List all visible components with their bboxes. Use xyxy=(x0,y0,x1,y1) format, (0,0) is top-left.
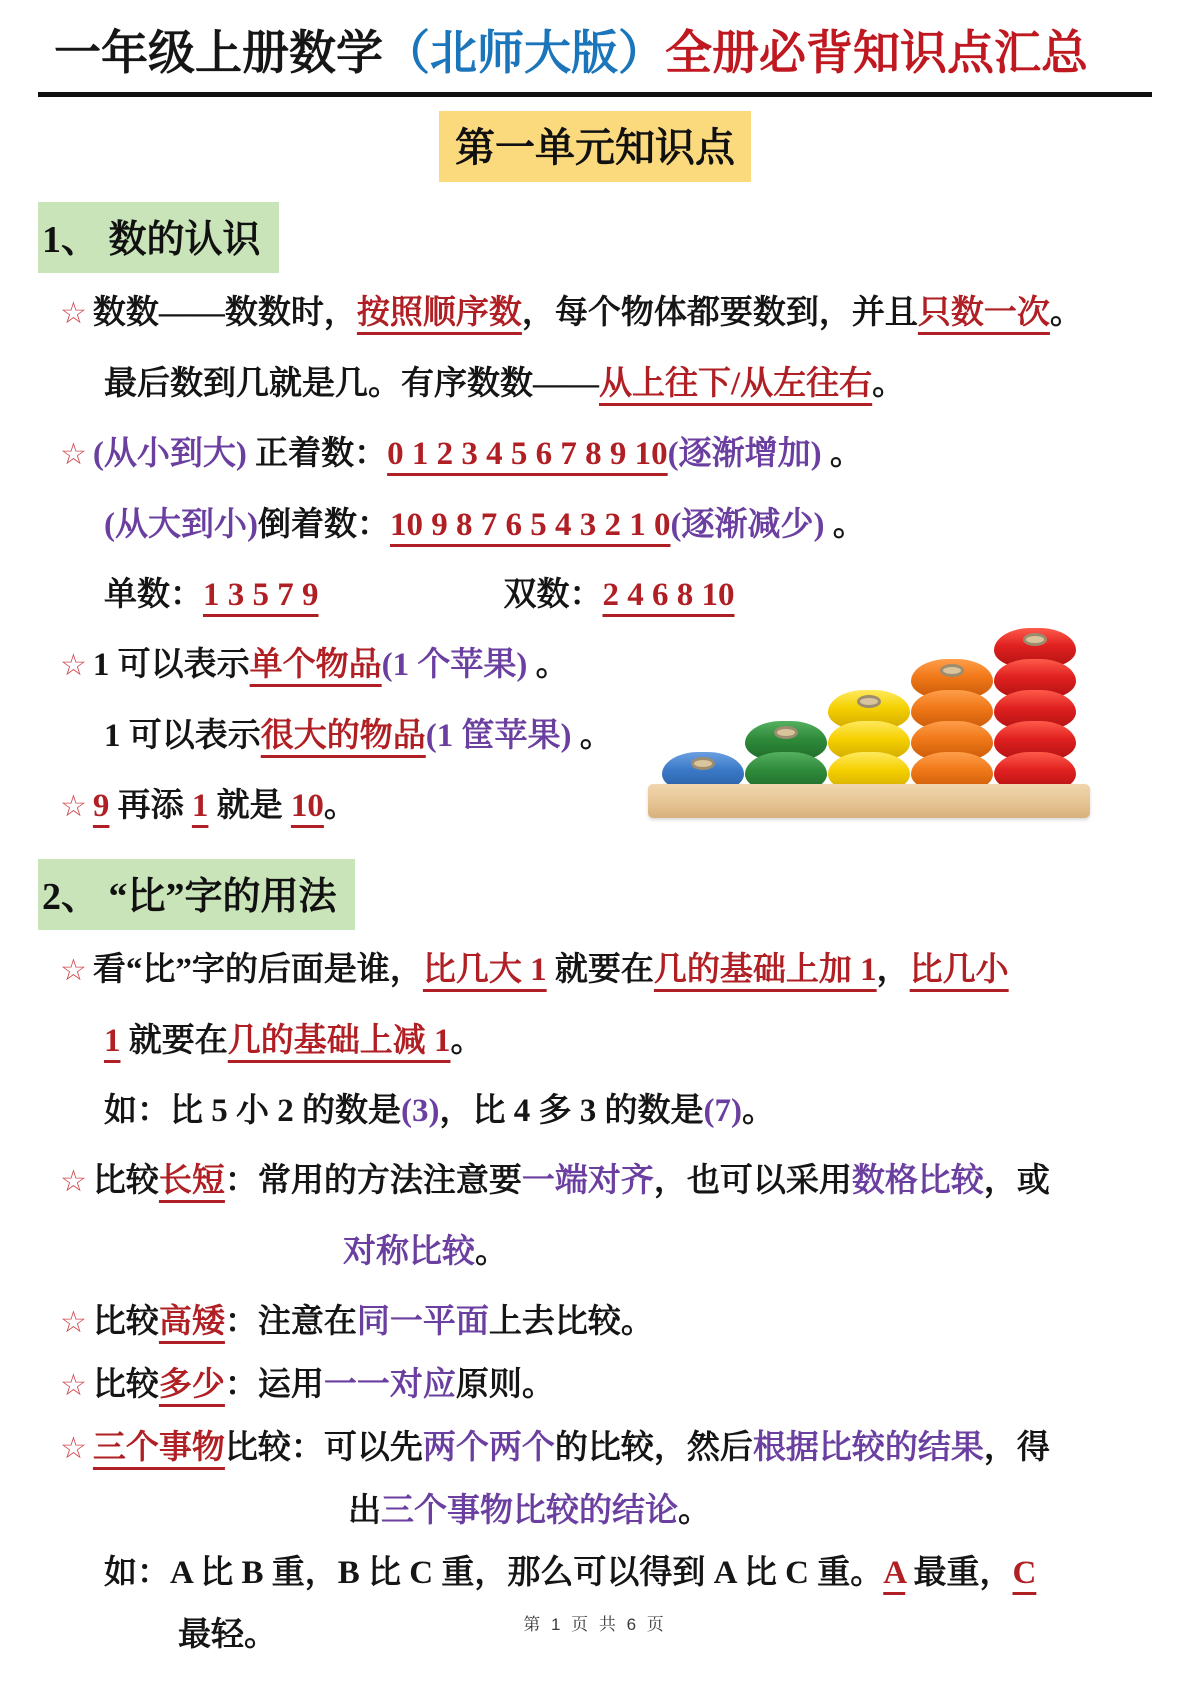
text-segment: 两个两个 xyxy=(422,1430,555,1467)
text-segment: 原则。 xyxy=(455,1367,555,1404)
text-segment: 根据比较的结果 xyxy=(752,1430,984,1467)
text-segment: 。 xyxy=(824,507,866,544)
text-segment: 长短 xyxy=(158,1163,225,1200)
text-segment: 比较 xyxy=(92,1304,159,1341)
content-line xyxy=(38,714,1152,758)
text-segment: 很大的物品 xyxy=(260,718,426,755)
text-segment: ：运用 xyxy=(224,1367,324,1404)
text-segment: 就要在 xyxy=(120,1023,228,1060)
text-segment: 最重， xyxy=(905,1555,1013,1592)
content-line xyxy=(38,503,1152,547)
text-segment: 最轻。 xyxy=(178,1617,277,1654)
text-segment: ，或 xyxy=(983,1163,1050,1200)
text-segment: 高矮 xyxy=(158,1304,225,1341)
content-line xyxy=(38,784,1152,829)
text-segment: 。 xyxy=(450,1023,484,1060)
text-segment: (1 筐苹果) xyxy=(425,718,572,755)
text-segment: (逐渐减少) xyxy=(670,507,825,544)
content-line xyxy=(38,1089,1152,1133)
text-segment: 数格比较 xyxy=(851,1163,984,1200)
star-icon: ☆ xyxy=(60,1431,87,1467)
content-line xyxy=(38,1489,1152,1533)
text-segment: 如：A 比 B 重，B 比 C 重，那么可以得到 A 比 C 重。 xyxy=(104,1555,884,1592)
text-segment: C xyxy=(1012,1555,1037,1592)
text-segment: 就是 xyxy=(208,788,291,825)
text-segment: 单数： xyxy=(104,577,203,614)
text-segment: 2 4 6 8 10 xyxy=(602,577,735,614)
text-segment: 。 xyxy=(821,436,863,473)
text-segment: 只数一次 xyxy=(917,295,1050,332)
text-segment: 1 3 5 7 9 xyxy=(203,577,319,614)
content-line xyxy=(38,1613,1152,1657)
text-segment: (逐渐增加) xyxy=(667,436,822,473)
text-segment: 。 xyxy=(475,1234,508,1271)
text-segment: 比几小 xyxy=(909,952,1009,989)
text-segment: (从大到小) xyxy=(104,507,258,544)
text-segment: 如：比 5 小 2 的数是 xyxy=(104,1093,401,1130)
star-icon: ☆ xyxy=(60,789,87,825)
content-line xyxy=(38,1230,1152,1274)
text-segment: 1 xyxy=(191,788,209,825)
text-segment: 1 xyxy=(104,1023,121,1060)
star-icon: ☆ xyxy=(60,296,87,332)
text-segment: 一一对应 xyxy=(323,1367,456,1404)
content-line xyxy=(38,1551,1152,1595)
text-segment: 。 xyxy=(1049,295,1083,332)
text-segment: 同一平面 xyxy=(356,1304,489,1341)
text-segment: 比较 xyxy=(92,1163,159,1200)
content-line xyxy=(38,1426,1152,1471)
text-segment: 再添 xyxy=(109,788,192,825)
text-segment: ，每个物体都要数到，并且 xyxy=(521,295,918,332)
content-line xyxy=(38,1159,1152,1204)
text-segment: 按照顺序数 xyxy=(356,295,522,332)
text-segment: 0 1 2 3 4 5 6 7 8 9 10 xyxy=(387,436,668,473)
text-segment: 。 xyxy=(678,1493,711,1530)
text-segment: 正着数： xyxy=(246,436,388,473)
text-segment: (1 个苹果) xyxy=(381,647,528,684)
text-segment: 的比较，然后 xyxy=(554,1430,753,1467)
text-segment: 双数： xyxy=(503,577,603,614)
text-segment: 三个事物 xyxy=(92,1430,225,1467)
text-segment: 出 xyxy=(348,1493,381,1530)
page-title xyxy=(38,26,1152,82)
content-line xyxy=(38,1363,1152,1408)
star-icon: ☆ xyxy=(60,1305,87,1341)
star-icon: ☆ xyxy=(60,1368,87,1404)
text-segment: 单个物品 xyxy=(249,647,382,684)
text-segment: ，比 4 多 3 的数是 xyxy=(439,1093,704,1130)
unit-title-wrap xyxy=(38,111,1152,182)
text-segment: ：注意在 xyxy=(224,1304,357,1341)
document-content xyxy=(38,198,1152,1657)
text-segment: 对称比较 xyxy=(343,1234,475,1271)
text-segment: ：常用的方法注意要 xyxy=(224,1163,522,1200)
content-line xyxy=(38,573,1152,617)
text-segment: 比较：可以先 xyxy=(224,1430,423,1467)
content-line xyxy=(38,362,1152,406)
text-segment: 。 xyxy=(323,788,357,825)
text-segment: 三个事物比较的结论 xyxy=(381,1493,678,1530)
text-segment: 数数——数数时， xyxy=(92,295,357,332)
text-segment: 最后数到几就是几。有序数数—— xyxy=(104,366,599,403)
text-segment: 比几大 1 xyxy=(422,952,547,989)
text-segment: A xyxy=(883,1555,906,1592)
section-heading: 2、 “比”字的用法 xyxy=(38,859,355,930)
title-part-red: 全册必背知识点汇总 xyxy=(665,28,1088,80)
text-segment: ，得 xyxy=(983,1430,1050,1467)
text-segment: 从上往下/从左往右 xyxy=(599,366,873,403)
text-segment: 9 xyxy=(92,788,110,825)
title-part-blue: （北师大版） xyxy=(383,28,665,80)
star-icon: ☆ xyxy=(60,1164,87,1200)
text-segment: ， xyxy=(876,952,910,989)
text-segment: 。 xyxy=(872,366,906,403)
page-number-footer: 第 1 页 共 6 页 xyxy=(523,1615,667,1635)
text-segment: 10 xyxy=(290,788,324,825)
star-icon: ☆ xyxy=(60,437,87,473)
text-segment: (3) xyxy=(401,1093,440,1130)
text-segment: 比较 xyxy=(92,1367,159,1404)
text-segment: 一端对齐 xyxy=(521,1163,654,1200)
star-icon: ☆ xyxy=(60,953,87,989)
star-icon: ☆ xyxy=(60,648,87,684)
section-heading: 1、 数的认识 xyxy=(38,202,279,273)
text-segment: 倒着数： xyxy=(257,507,390,544)
content-line xyxy=(38,432,1152,477)
unit-title: 第一单元知识点 xyxy=(439,111,751,182)
content-line xyxy=(38,291,1152,336)
title-part-black: 一年级上册数学 xyxy=(54,28,383,80)
text-segment: 1 可以表示 xyxy=(92,647,250,684)
text-segment: 。 xyxy=(741,1093,775,1130)
title-divider xyxy=(38,92,1152,97)
text-segment: 。 xyxy=(527,647,569,684)
text-segment: 几的基础上加 1 xyxy=(653,952,877,989)
text-segment: 几的基础上减 1 xyxy=(227,1023,451,1060)
text-segment: 看“比”字的后面是谁， xyxy=(92,952,423,989)
text-segment: (从小到大) xyxy=(92,436,247,473)
content-line xyxy=(38,643,1152,688)
text-segment: (7) xyxy=(703,1093,742,1130)
text-segment: 10 9 8 7 6 5 4 3 2 1 0 xyxy=(389,507,671,544)
text-segment: 多少 xyxy=(158,1367,225,1404)
content-line xyxy=(38,1019,1152,1063)
text-segment: 就要在 xyxy=(546,952,654,989)
text-segment: 1 可以表示 xyxy=(104,718,261,755)
text-segment: 。 xyxy=(571,718,613,755)
text-segment: ，也可以采用 xyxy=(653,1163,852,1200)
text-segment: 上去比较。 xyxy=(488,1304,654,1341)
content-line xyxy=(38,948,1152,993)
content-line xyxy=(38,1300,1152,1345)
